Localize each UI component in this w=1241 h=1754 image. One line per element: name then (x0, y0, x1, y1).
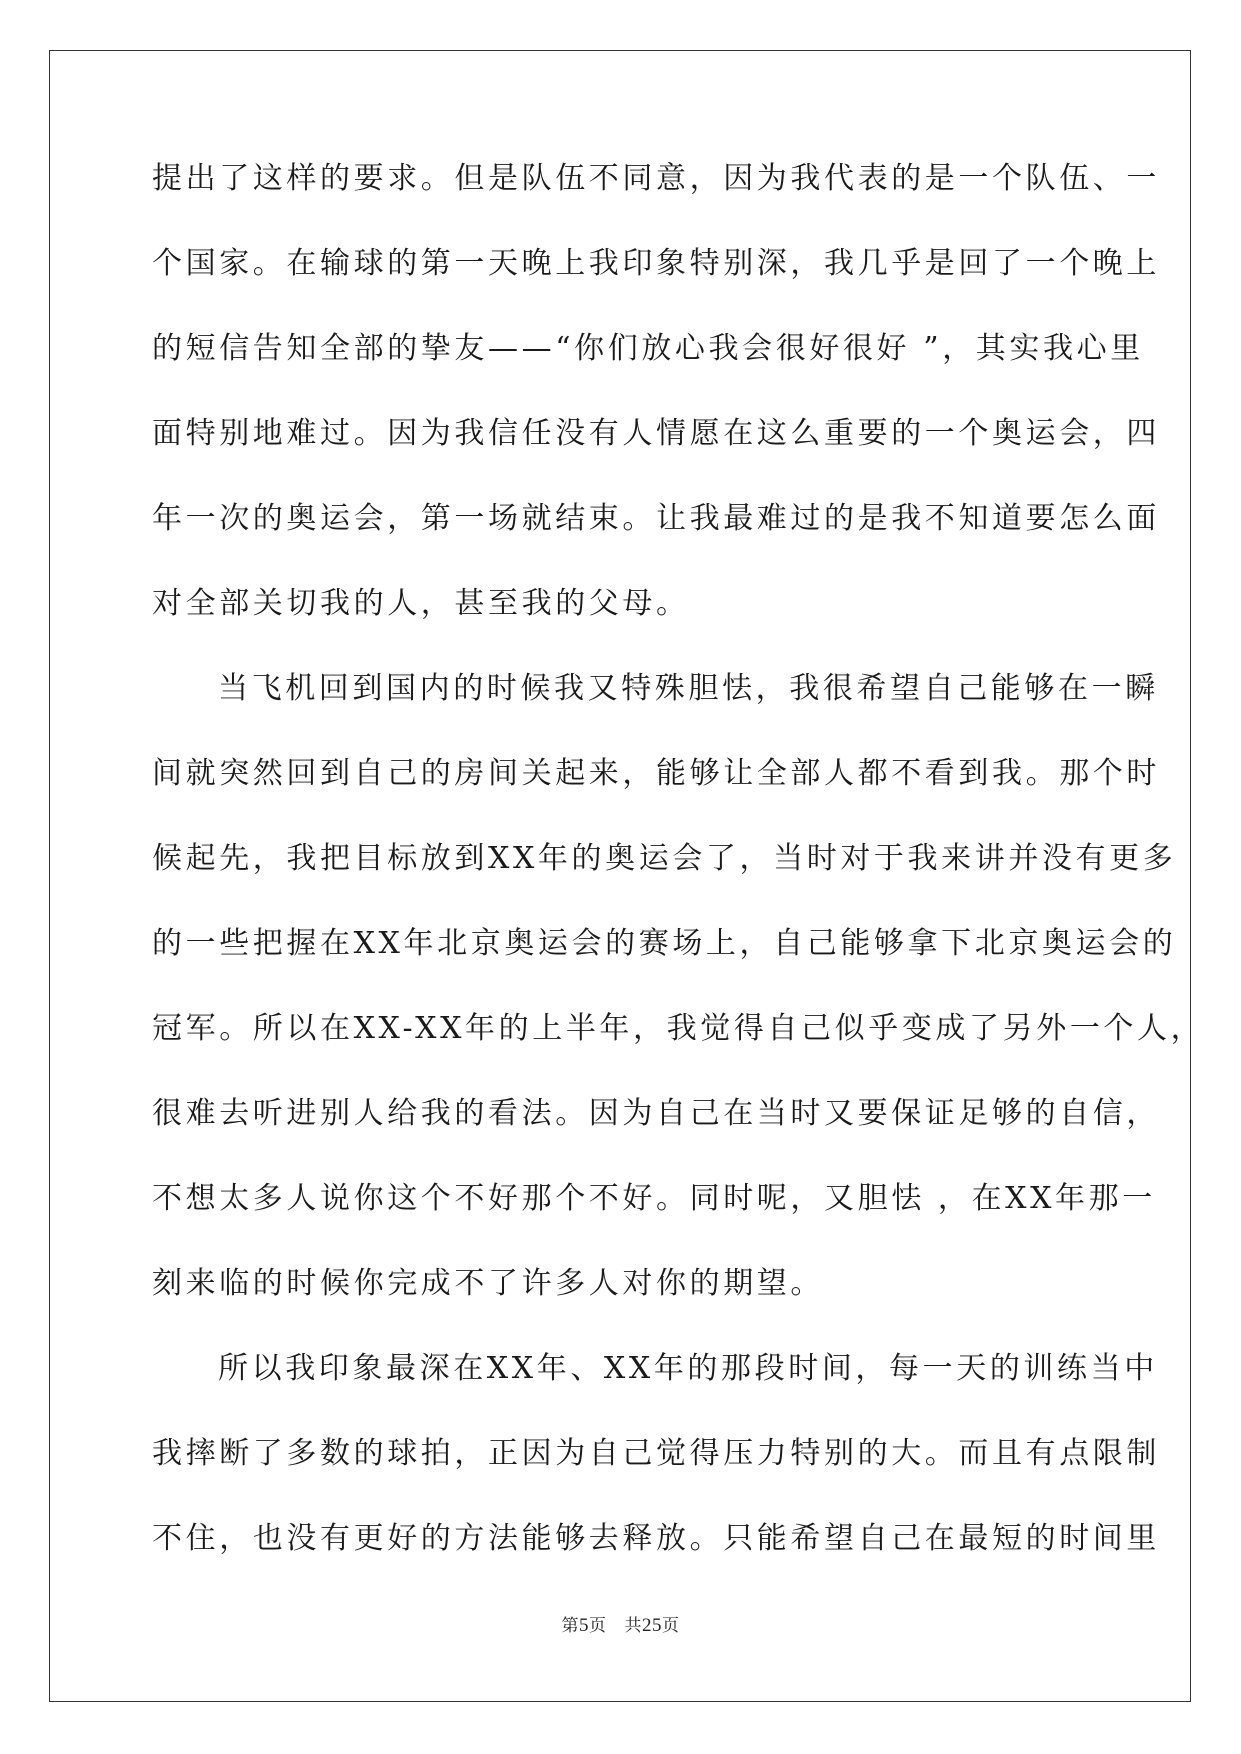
footer-total-prefix: 共 (624, 1616, 642, 1636)
text-line: 对全部关切我的人，甚至我的父母。 (152, 586, 690, 621)
text-line: 的短信告知全部的挚友——“你们放心我会很好很好 ”，其实我心里 (152, 331, 1144, 366)
text-line: 年一次的奥运会，第一场就结束。让我最难过的是我不知道要怎么面 (152, 501, 1160, 536)
text-line: 提出了这样的要求。但是队伍不同意，因为我代表的是一个队伍、一 (152, 161, 1160, 196)
footer-page-prefix: 第 (561, 1616, 579, 1636)
document-body (152, 157, 1205, 1602)
page-footer (0, 1611, 1241, 1637)
text-line: 间就突然回到自己的房间关起来，能够让全部人都不看到我。那个时 (152, 756, 1160, 791)
text-line: 刻来临的时候你完成不了许多人对你的期望。 (152, 1266, 824, 1301)
text-line: 很难去听进别人给我的看法。因为自己在当时又要保证足够的自信， (152, 1096, 1160, 1131)
text-line: 的一些把握在XX年北京奥运会的赛场上，自己能够拿下北京奥运会的 (152, 926, 1177, 961)
text-line: 候起先，我把目标放到XX年的奥运会了，当时对于我来讲并没有更多 (152, 841, 1177, 876)
text-line: 冠军。所以在XX-XX年的上半年，我觉得自己似乎变成了另外一个人， (152, 1011, 1205, 1046)
text-line: 面特别地难过。因为我信任没有人情愿在这么重要的一个奥运会，四 (152, 416, 1160, 451)
text-line: 不想太多人说你这个不好那个不好。同时呢，又胆怯 ，在XX年那一 (152, 1181, 1156, 1216)
paragraph-start-line: 当飞机回到国内的时候我又特殊胆怯，我很希望自己能够在一瞬 (218, 671, 1159, 706)
footer-page-number: 5 (579, 1615, 589, 1636)
text-line: 不住，也没有更好的方法能够去释放。只能希望自己在最短的时间里 (152, 1521, 1160, 1556)
text-line: 我摔断了多数的球拍，正因为自己觉得压力特别的大。而且有点限制 (152, 1436, 1160, 1471)
paragraph-start-line: 所以我印象最深在XX年、XX年的那段时间，每一天的训练当中 (218, 1351, 1158, 1386)
footer-total-pages: 25 (642, 1615, 662, 1636)
footer-page-suffix: 页 (589, 1616, 607, 1636)
text-line: 个国家。在输球的第一天晚上我印象特别深，我几乎是回了一个晚上 (152, 246, 1160, 281)
footer-total-suffix: 页 (662, 1616, 680, 1636)
